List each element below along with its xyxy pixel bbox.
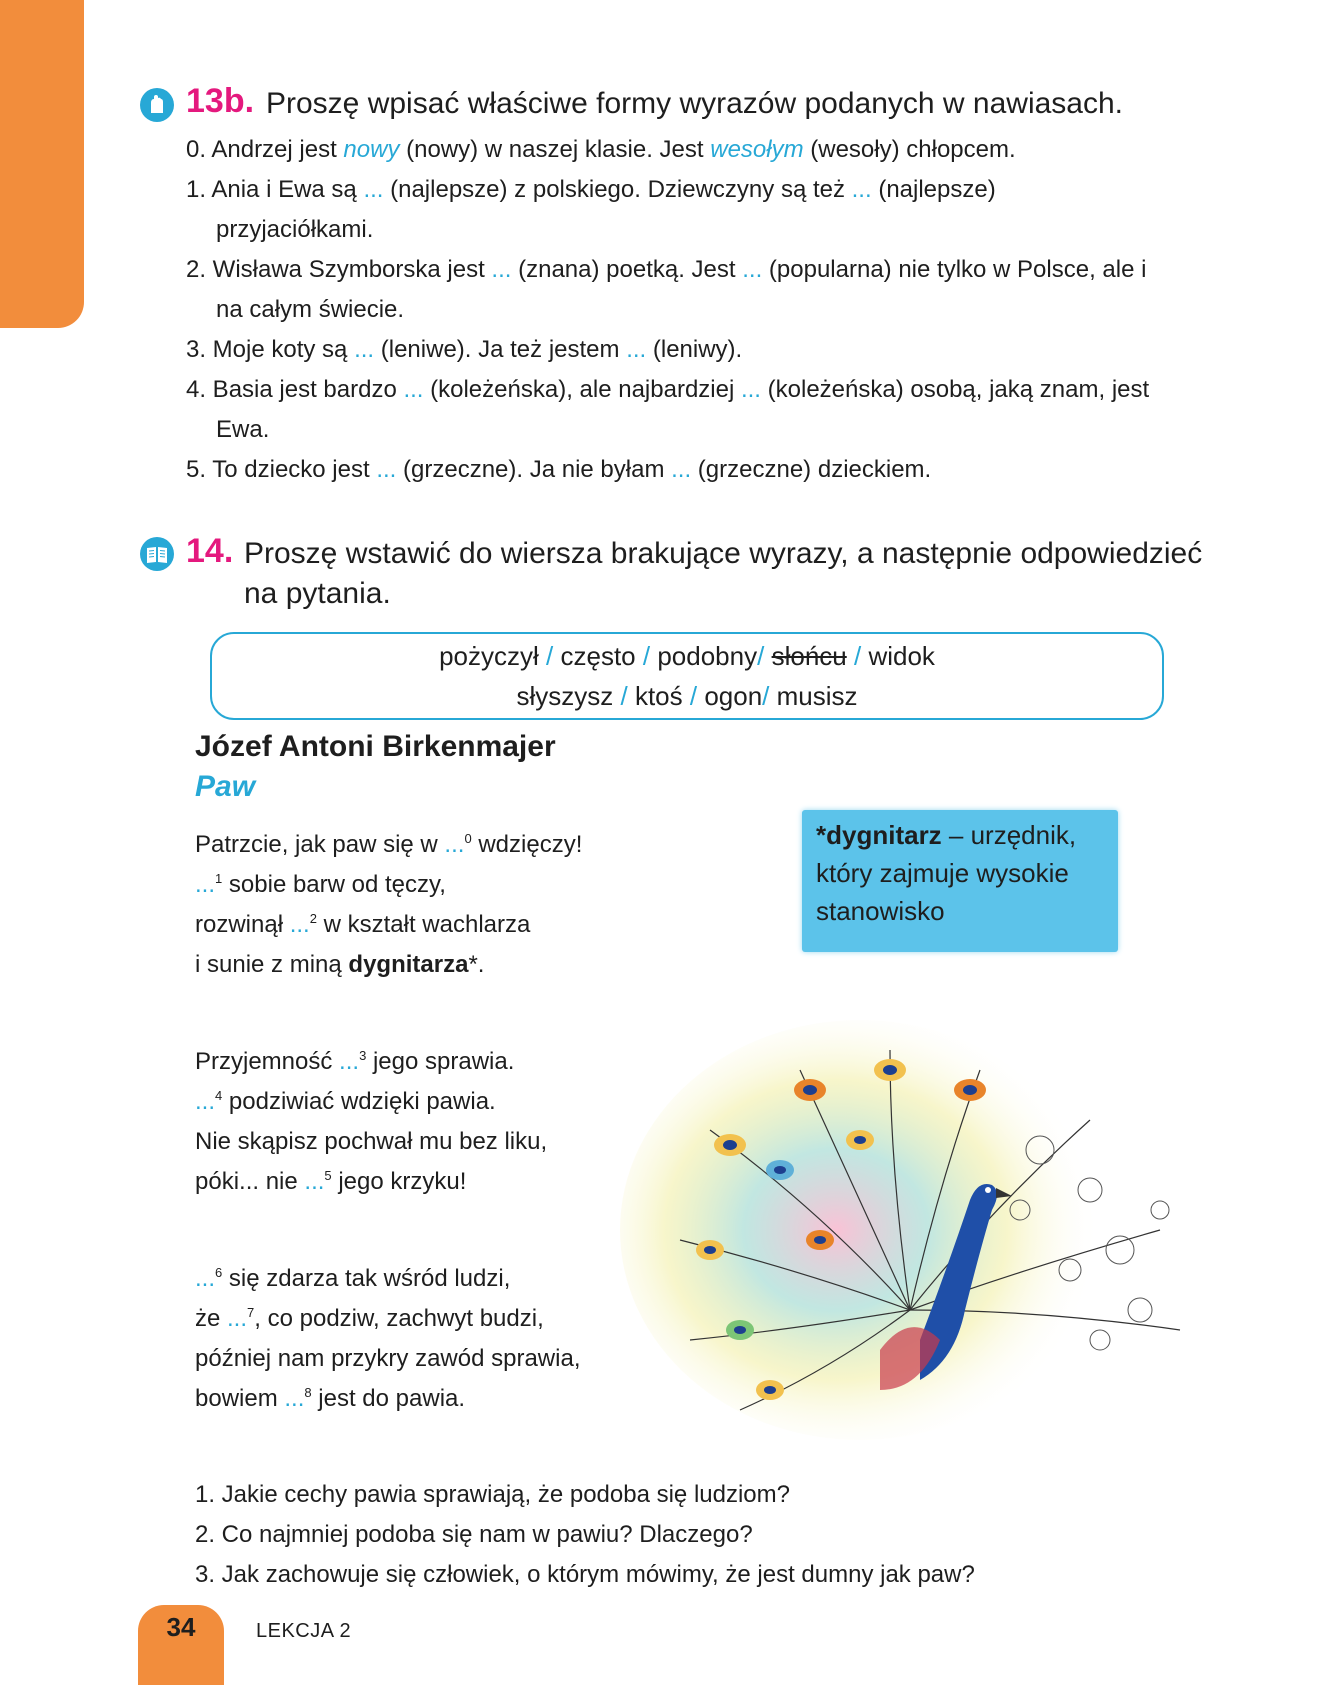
exercise-14-number: 14. xyxy=(186,532,234,570)
ex13b-line-2-cont: na całym świecie. xyxy=(216,296,405,323)
ex13b-line-4: 4. Basia jest bardzo ... (koleżeńska), ale najbardziej ... (koleżeńska) osobą, jaką znam, jest xyxy=(186,376,1150,403)
page-edge-tab xyxy=(0,0,84,328)
book-icon xyxy=(140,537,174,571)
gloss-box xyxy=(802,810,1118,952)
word-bank xyxy=(210,632,1164,720)
stanza-3-line-3: później nam przykry zawód sprawia, xyxy=(195,1345,581,1372)
stanza-2-line-4: póki... nie ...$^5$ jego krzyku! xyxy=(195,1168,467,1195)
exercise-14-title-line-2: na pytania. xyxy=(244,577,391,610)
ex13b-line-1: 1. Ania i Ewa są ... (najlepsze) z polskiego. Dziewczyny są też ... (najlepsze) xyxy=(186,176,996,203)
question-2: 2. Co najmniej podoba się nam w pawiu? Dlaczego? xyxy=(195,1521,753,1548)
ex13b-line-2: 2. Wisława Szymborska jest ... (znana) poetką. Jest ... (popularna) nie tylko w Polsce, ale i xyxy=(186,256,1147,283)
used-word: słońcu xyxy=(771,641,847,671)
gloss-text: *dygnitarz – urzędnik, który zajmuje wysokie stanowisko xyxy=(816,820,1077,926)
stanza-2-line-3: Nie skąpisz pochwał mu bez liku, xyxy=(195,1128,548,1155)
stanza-2-line-1: Przyjemność ...$^3$ jego sprawia. xyxy=(195,1048,515,1075)
poem-author: Józef Antoni Birkenmajer xyxy=(195,730,556,763)
word-bank-row-1: pożyczył / często / podobny/ słońcu / widok xyxy=(439,641,935,671)
word-bank-row-2: słyszysz / ktoś / ogon/ musisz xyxy=(516,681,858,711)
ex13b-line-1-cont: przyjaciółkami. xyxy=(216,216,374,243)
peacock-illustration xyxy=(620,1010,1220,1455)
ex13b-line-0: 0. Andrzej jest nowy (nowy) w naszej klasie. Jest wesołym (wesoły) chłopcem. xyxy=(186,136,1016,163)
exercise-13b-number: 13b. xyxy=(186,82,255,120)
exercise-13b-title: Proszę wpisać właściwe formy wyrazów podanych w nawiasach. xyxy=(266,87,1123,120)
stanza-3-line-1: ...$^6$ się zdarza tak wśród ludzi, xyxy=(195,1265,511,1292)
exercise-14-title-line-1: Proszę wstawić do wiersza brakujące wyrazy, a następnie odpowiedzieć xyxy=(244,537,1203,570)
ex13b-line-4-cont: Ewa. xyxy=(216,416,270,443)
stanza-1-line-2: ...$^1$ sobie barw od tęczy, xyxy=(195,871,446,898)
stanza-1-line-4: i sunie z miną dygnitarza*. xyxy=(195,951,485,978)
ex13b-line-3: 3. Moje koty są ... (leniwe). Ja też jestem ... (leniwy). xyxy=(186,336,743,363)
question-1: 1. Jakie cechy pawia sprawiają, że podoba się ludziom? xyxy=(195,1481,790,1508)
stanza-1-line-3: rozwinął ...$^2$ w kształt wachlarza xyxy=(195,911,531,938)
stanza-3-line-2: że ...$^7$, co podziw, zachwyt budzi, xyxy=(195,1305,544,1332)
question-3: 3. Jak zachowuje się człowiek, o którym mówimy, że jest dumny jak paw? xyxy=(195,1561,975,1588)
page-number: 34 xyxy=(166,1612,196,1642)
stanza-2-line-2: ...$^4$ podziwiać wdzięki pawia. xyxy=(195,1088,496,1115)
ex13b-line-5: 5. To dziecko jest ... (grzeczne). Ja nie byłam ... (grzeczne) dzieckiem. xyxy=(186,456,932,483)
hand-icon xyxy=(140,88,174,122)
poem-title: Paw xyxy=(195,770,256,803)
stanza-1-line-1: Patrzcie, jak paw się w ...$^0$ wdzięczy! xyxy=(195,831,583,858)
lesson-label: LEKCJA 2 xyxy=(256,1620,352,1642)
stanza-3-line-4: bowiem ...$^8$ jest do pawia. xyxy=(195,1385,466,1412)
